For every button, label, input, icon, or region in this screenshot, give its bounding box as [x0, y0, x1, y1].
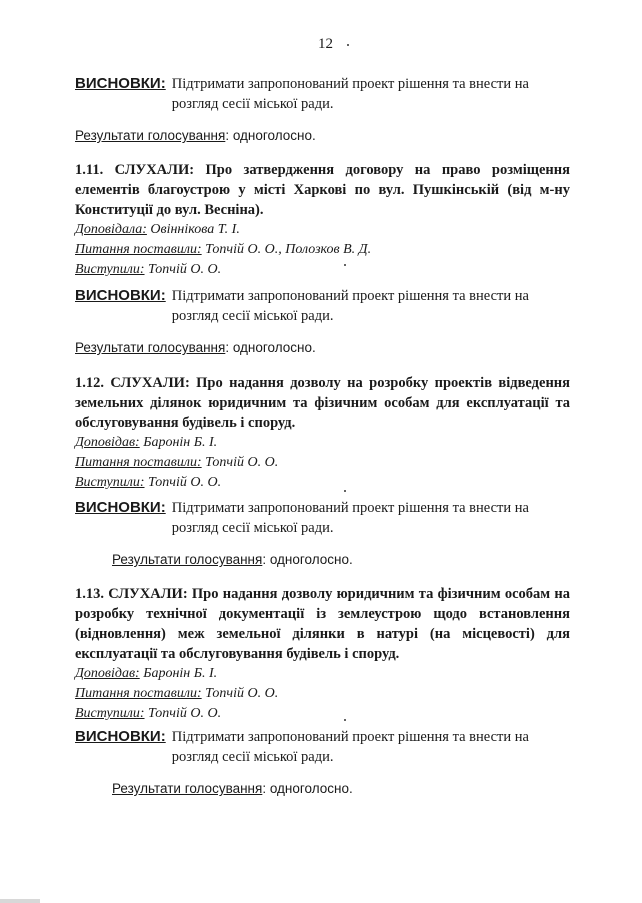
conclusion-label: ВИСНОВКИ:: [75, 287, 166, 304]
scan-speck: [344, 264, 346, 266]
reporter-name: Баронін Б. І.: [139, 666, 218, 681]
conclusion-text-2: розгляд сесії міської ради.: [171, 96, 334, 112]
reporter-line: [75, 433, 570, 453]
speakers-line: [75, 473, 570, 493]
vote-label: Результати голосування: [112, 552, 263, 567]
conclusion-text-2: розгляд сесії міської ради.: [171, 749, 334, 765]
scan-speck: [344, 719, 346, 721]
conclusion-block: [75, 498, 570, 538]
vote-label: Результати голосування: [112, 781, 263, 796]
reporter-name: Овіннікова Т. І.: [146, 222, 240, 237]
conclusion-label: ВИСНОВКИ:: [75, 499, 166, 516]
vote-value: : одноголосно.: [262, 552, 353, 567]
vote-label: Результати голосування: [75, 340, 226, 355]
questions-names: Топчій О. О.: [201, 455, 279, 470]
reporter-name: Баронін Б. І.: [139, 435, 218, 450]
agenda-item: [75, 584, 570, 724]
conclusion-text-2: розгляд сесії міської ради.: [171, 308, 334, 324]
questions-line: [75, 240, 570, 260]
vote-result: [112, 779, 562, 799]
conclusion-block: [75, 74, 570, 114]
conclusion-text: Підтримати запропонований проект рішення та внести на: [171, 288, 529, 304]
reporter-label: Доповідала:: [75, 222, 147, 237]
speakers-line: [75, 704, 570, 724]
vote-result: [75, 126, 570, 146]
speakers-line: [75, 260, 570, 280]
reporter-line: [75, 220, 570, 240]
questions-names: Топчій О. О., Полозков В. Д.: [201, 242, 372, 257]
speakers-names: Топчій О. О.: [144, 706, 222, 721]
scan-edge-shade: [0, 899, 40, 903]
speakers-names: Топчій О. О.: [144, 262, 222, 277]
scan-speck: [347, 44, 349, 46]
vote-value: : одноголосно.: [262, 781, 353, 796]
agenda-item: [75, 160, 570, 280]
questions-names: Топчій О. О.: [201, 686, 279, 701]
questions-line: [75, 684, 570, 704]
vote-value: : одноголосно.: [225, 128, 316, 143]
reporter-label: Доповідав:: [75, 666, 140, 681]
conclusion-text: Підтримати запропонований проект рішення та внести на: [171, 76, 529, 92]
conclusion-text-2: розгляд сесії міської ради.: [171, 520, 334, 536]
agenda-item: [75, 373, 570, 493]
page-number: 12: [318, 36, 333, 52]
speakers-label: Виступили:: [75, 475, 145, 490]
speakers-label: Виступили:: [75, 706, 145, 721]
vote-result: [75, 338, 570, 358]
conclusion-text: Підтримати запропонований проект рішення та внести на: [171, 729, 529, 745]
scan-speck: [344, 490, 346, 492]
questions-label: Питання поставили:: [75, 242, 202, 257]
questions-label: Питання поставили:: [75, 455, 202, 470]
vote-value: : одноголосно.: [225, 340, 316, 355]
conclusion-block: [75, 727, 570, 767]
vote-label: Результати голосування: [75, 128, 226, 143]
reporter-line: [75, 664, 570, 684]
conclusion-label: ВИСНОВКИ:: [75, 75, 166, 92]
conclusion-label: ВИСНОВКИ:: [75, 728, 166, 745]
conclusion-text: Підтримати запропонований проект рішення та внести на: [171, 500, 529, 516]
questions-label: Питання поставили:: [75, 686, 202, 701]
conclusion-block: [75, 286, 570, 326]
vote-result: [112, 550, 562, 570]
speakers-names: Топчій О. О.: [144, 475, 222, 490]
heard-text: 1.12. СЛУХАЛИ: Про надання дозволу на розробку проектів відведення земельних ділянок юридичним та фізичним особам для експлуатації та обслуговування будівель і споруд.: [75, 375, 570, 431]
heard-text: 1.13. СЛУХАЛИ: Про надання дозволу юридичним та фізичним особам на розробку технічної документації із землеустрою щодо встановлення (відновлення) меж земельної ділянки в натурі (на місцевості) для експлуатації та обслуговування будівель і споруд.: [75, 586, 570, 662]
reporter-label: Доповідав:: [75, 435, 140, 450]
speakers-label: Виступили:: [75, 262, 145, 277]
questions-line: [75, 453, 570, 473]
heard-text: 1.11. СЛУХАЛИ: Про затвердження договору на право розміщення елементів благоустрою у місті Харкові по вул. Пушкінській (від м-ну Конституції до вул. Весніна).: [75, 162, 570, 218]
